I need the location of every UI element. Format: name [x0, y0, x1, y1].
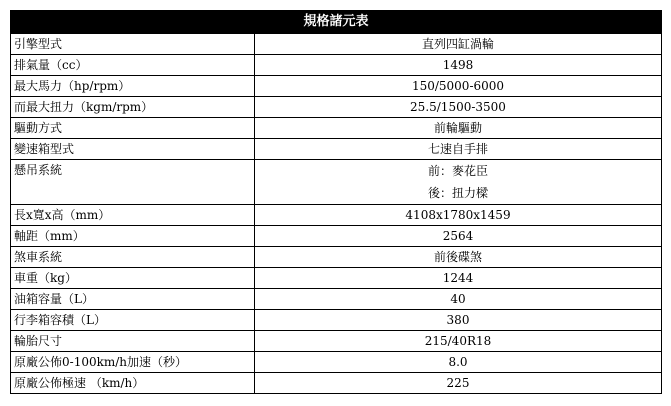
spec-label: 排氣量（cc） — [11, 55, 255, 76]
spec-value: 1244 — [255, 268, 662, 289]
table-row — [11, 34, 662, 55]
table-title: 規格諸元表 — [11, 11, 662, 34]
spec-value: 4108x1780x1459 — [255, 205, 662, 226]
table-row — [11, 247, 662, 268]
spec-label: 輪胎尺寸 — [11, 331, 255, 352]
spec-value: 前後碟煞 — [255, 247, 662, 268]
spec-value: 40 — [255, 289, 662, 310]
spec-value: 1498 — [255, 55, 662, 76]
spec-value-front: 前：麥花臣 — [428, 164, 489, 178]
spec-label: 長x寬x高（mm） — [11, 205, 255, 226]
spec-value — [255, 160, 662, 205]
spec-value: 8.0 — [255, 352, 662, 373]
table-row — [11, 331, 662, 352]
table-row — [11, 118, 662, 139]
table-row — [11, 97, 662, 118]
table-row — [11, 226, 662, 247]
spec-table — [10, 10, 662, 394]
title-row — [11, 11, 662, 34]
spec-label: 軸距（mm） — [11, 226, 255, 247]
spec-label: 驅動方式 — [11, 118, 255, 139]
spec-value: 225 — [255, 373, 662, 394]
table-row — [11, 310, 662, 331]
spec-value: 前輪驅動 — [255, 118, 662, 139]
spec-value: 380 — [255, 310, 662, 331]
spec-label: 原廠公佈極速 （km/h） — [11, 373, 255, 394]
table-row — [11, 352, 662, 373]
spec-label: 而最大扭力（kgm/rpm） — [11, 97, 255, 118]
spec-label: 懸吊系統 — [11, 160, 255, 205]
spec-label: 最大馬力（hp/rpm） — [11, 76, 255, 97]
spec-label: 車重（kg） — [11, 268, 255, 289]
spec-value-rear: 後：扭力樑 — [428, 186, 489, 200]
spec-value: 七速自手排 — [255, 139, 662, 160]
spec-value: 直列四缸渦輪 — [255, 34, 662, 55]
table-row — [11, 205, 662, 226]
table-row — [11, 373, 662, 394]
spec-label: 煞車系統 — [11, 247, 255, 268]
spec-label: 油箱容量（L） — [11, 289, 255, 310]
table-row — [11, 160, 662, 205]
table-row — [11, 268, 662, 289]
spec-label: 原廠公佈0-100km/h加速（秒） — [11, 352, 255, 373]
spec-label: 變速箱型式 — [11, 139, 255, 160]
spec-value: 150/5000-6000 — [255, 76, 662, 97]
spec-label: 引擎型式 — [11, 34, 255, 55]
spec-value: 215/40R18 — [255, 331, 662, 352]
spec-label: 行李箱容積（L） — [11, 310, 255, 331]
spec-value: 25.5/1500-3500 — [255, 97, 662, 118]
table-row — [11, 289, 662, 310]
table-row — [11, 55, 662, 76]
table-row — [11, 76, 662, 97]
table-row — [11, 139, 662, 160]
spec-value: 2564 — [255, 226, 662, 247]
